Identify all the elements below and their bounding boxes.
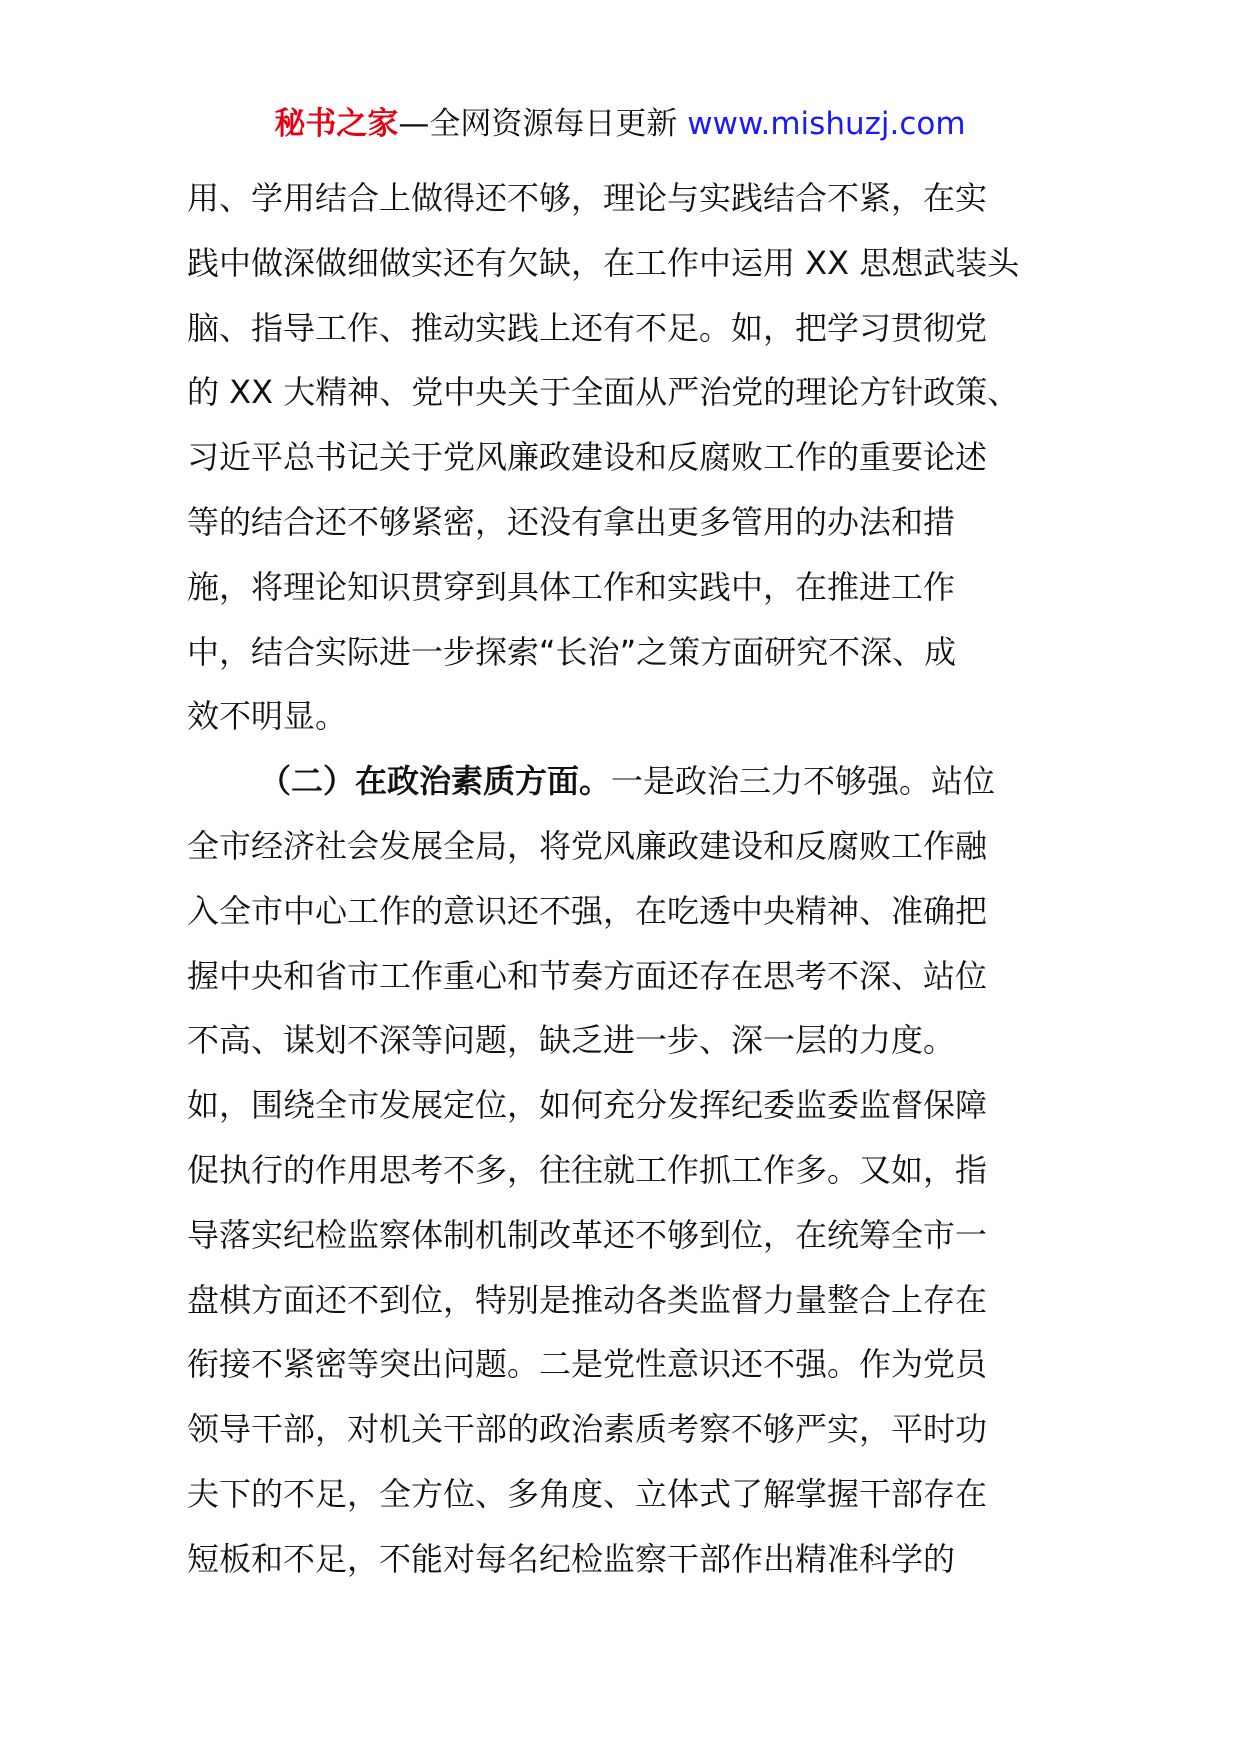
text-line: 全市经济社会发展全局，将党风廉政建设和反腐败工作融 <box>187 826 988 865</box>
text-line: 入全市中心工作的意识还不强，在吃透中央精神、准确把 <box>187 891 988 930</box>
header-tagline: —全网资源每日更新 <box>398 106 688 142</box>
text-line: 夫下的不足，全方位、多角度、立体式了解掌握干部存在 <box>187 1474 988 1513</box>
text-line: 导落实纪检监察体制机制改革还不够到位，在统筹全市一 <box>187 1215 988 1254</box>
text-line: 施，将理论知识贯穿到具体工作和实践中，在推进工作 <box>187 567 956 606</box>
text-line: 盘棋方面还不到位，特别是推动各类监督力量整合上存在 <box>187 1280 988 1319</box>
text-line: 等的结合还不够紧密，还没有拿出更多管用的办法和措 <box>187 502 956 541</box>
text-line: 脑、指导工作、推动实践上还有不足。如，把学习贯彻党 <box>187 308 988 347</box>
text-line: 促执行的作用思考不多，往往就工作抓工作多。又如，指 <box>187 1150 988 1189</box>
document-body <box>187 166 1057 1592</box>
text-line: 衔接不紧密等突出问题。二是党性意识还不强。作为党员 <box>187 1345 988 1384</box>
site-url-link[interactable]: www.mishuzj.com <box>687 106 966 142</box>
text-line: 效不明显。 <box>187 697 348 736</box>
text-line: 用、学用结合上做得还不够，理论与实践结合不紧，在实 <box>187 179 988 217</box>
page-header <box>0 104 1240 144</box>
text-line: 的 XX 大精神、党中央关于全面从严治党的理论方针政策、 <box>187 373 1020 412</box>
text-line: 领导干部，对机关干部的政治素质考察不够严实，平时功 <box>187 1410 988 1449</box>
section-2-first-text: 一是政治三力不够强。站位 <box>611 762 996 801</box>
brand-name: 秘书之家 <box>274 106 399 142</box>
text-line: 短板和不足，不能对每名纪检监察干部作出精准科学的 <box>187 1539 956 1578</box>
text-line: 习近平总书记关于党风廉政建设和反腐败工作的重要论述 <box>187 438 988 477</box>
text-line: 中，结合实际进一步探索“长治”之策方面研究不深、成 <box>187 632 957 671</box>
text-line: 不高、谋划不深等问题，缺乏进一步、深一层的力度。 <box>187 1021 956 1060</box>
text-line: 践中做深做细做实还有欠缺，在工作中运用 XX 思想武装头 <box>187 243 1020 282</box>
text-line: 如，围绕全市发展定位，如何充分发挥纪委监委监督保障 <box>187 1086 988 1125</box>
text-line: 握中央和省市工作重心和节奏方面还存在思考不深、站位 <box>187 956 988 995</box>
section-2-first-line <box>187 749 1057 814</box>
section-2-heading: （二）在政治素质方面。 <box>259 762 612 801</box>
